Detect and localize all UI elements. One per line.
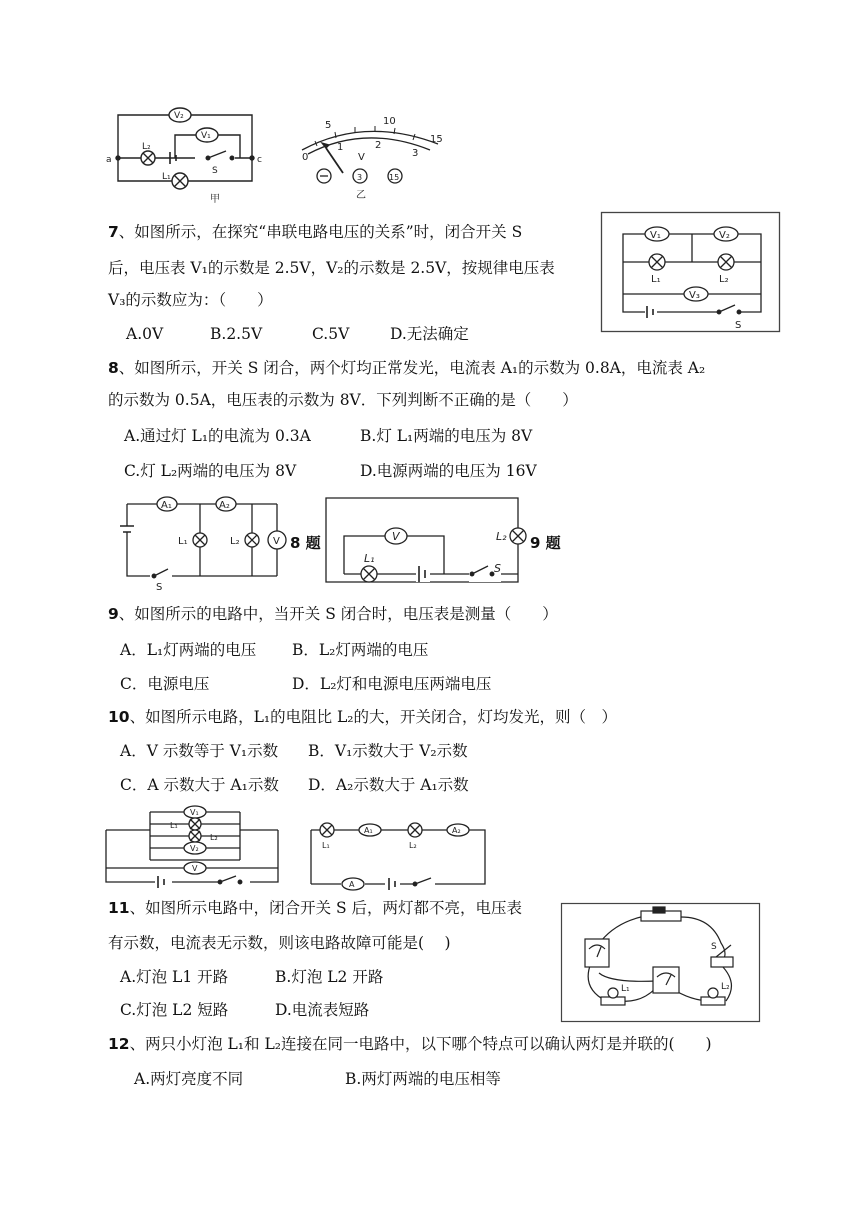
q9-figure-tag: 9 题 [530, 534, 561, 552]
scale-label: 15 [430, 134, 443, 145]
q10-option-c: C．A 示数大于 A₁示数 [120, 776, 279, 794]
meter-label: V₂ [190, 844, 199, 853]
lamp-label: L₂ [142, 142, 151, 152]
figure-caption: 乙 [356, 190, 366, 201]
q9-option-c: C．电源电压 [120, 675, 210, 693]
lamp-label: L₁ [170, 821, 178, 830]
meter-label: A₁ [364, 826, 373, 835]
q9-figure [324, 496, 524, 586]
q7-line2: 后，电压表 V₁的示数是 2.5V，V₂的示数是 2.5V，按规律电压表 [108, 259, 555, 277]
q11-option-d: D.电流表短路 [275, 1001, 370, 1019]
q8-figure [112, 492, 292, 593]
lamp-label: L₁ [364, 552, 375, 565]
q8-figure-tag: 8 题 [290, 534, 321, 552]
meter-label: V [273, 536, 280, 547]
q6-circuit-jia [100, 103, 270, 213]
meter-label: V₂ [719, 230, 730, 241]
q7-option-d: D.无法确定 [390, 325, 469, 343]
switch-label: S [494, 562, 501, 575]
q11-figure [561, 903, 761, 1023]
meter-label: A₂ [219, 500, 230, 511]
lamp-label: L₁ [322, 841, 330, 850]
q7-option-c: C.5V [312, 325, 350, 343]
switch-label: S [735, 320, 742, 331]
lamp-label: L₁ [651, 274, 661, 285]
q10-option-a: A．V 示数等于 V₁示数 [120, 742, 279, 760]
q7-line3: V₃的示数应为：（ ） [108, 291, 273, 309]
meter-label: A₂ [452, 826, 461, 835]
q6-voltmeter-yi [280, 110, 460, 200]
terminal-label: 3 [357, 173, 363, 182]
terminal-label: 15 [389, 173, 400, 182]
q12-option-b: B.两灯两端的电压相等 [345, 1070, 501, 1088]
q10-line1: 10、如图所示电路，L₁的电阻比 L₂的大，开关闭合，灯均发光，则（ ） [108, 708, 618, 726]
q11-option-c: C.灯泡 L2 短路 [120, 1001, 229, 1019]
meter-label: V [392, 530, 400, 543]
q7-option-b: B.2.5V [210, 325, 263, 343]
switch-label: S [711, 942, 717, 952]
scale-label: 0 [302, 152, 309, 163]
figure-caption: 甲 [210, 194, 220, 205]
lamp-label: L₁ [621, 984, 630, 994]
lamp-label: L₂ [496, 530, 507, 543]
q9-option-b: B．L₂灯两端的电压 [292, 641, 429, 659]
meter-label: A [349, 880, 355, 889]
lamp-label: L₂ [409, 841, 417, 850]
meter-label: V [192, 864, 198, 873]
scale-label: 1 [337, 142, 344, 153]
q12-line1: 12、两只小灯泡 L₁和 L₂连接在同一电路中，以下哪个特点可以确认两灯是并联的( ) [108, 1035, 712, 1053]
q10-option-d: D．A₂示数大于 A₁示数 [308, 776, 469, 794]
meter-label: V₂ [174, 111, 184, 121]
q8-option-b: B.灯 L₁两端的电压为 8V [360, 427, 533, 445]
q9-option-d: D．L₂灯和电源电压两端电压 [292, 675, 492, 693]
q11-line2: 有示数，电流表无示数，则该电路故障可能是( ) [108, 934, 451, 952]
node-label: c [257, 155, 262, 165]
meter-label: V₃ [689, 290, 700, 301]
node-label: a [106, 155, 112, 165]
q11-line1: 11、如图所示电路中，闭合开关 S 后，两灯都不亮，电压表 [108, 899, 523, 917]
q11-option-b: B.灯泡 L2 开路 [275, 968, 384, 986]
switch-label: S [156, 582, 163, 593]
q7-line1: 7、如图所示，在探究“串联电路电压的关系”时，闭合开关 S [108, 223, 523, 241]
q11-option-a: A.灯泡 L1 开路 [120, 968, 229, 986]
q7-figure [601, 212, 781, 332]
q8-option-d: D.电源两端的电压为 16V [360, 462, 537, 480]
meter-label: V₁ [201, 131, 211, 141]
q8-option-a: A.通过灯 L₁的电流为 0.3A [124, 427, 311, 445]
lamp-label: L₂ [230, 536, 240, 547]
lamp-label: L₂ [721, 982, 730, 992]
q8-option-c: C.灯 L₂两端的电压为 8V [124, 462, 297, 480]
q12-option-a: A.两灯亮度不同 [134, 1070, 244, 1088]
scale-label: 2 [375, 140, 382, 151]
switch-label: S [212, 166, 218, 176]
q10-figure-right [305, 818, 490, 890]
q9-option-a: A．L₁灯两端的电压 [120, 641, 257, 659]
q10-figure-left [100, 800, 285, 890]
lamp-label: L₁ [162, 172, 171, 182]
meter-label: V₁ [650, 230, 661, 241]
meter-label: V₁ [190, 808, 199, 817]
scale-label: 10 [383, 116, 396, 127]
scale-label: 3 [412, 148, 419, 159]
unit-label: V [358, 152, 365, 163]
scale-label: 5 [325, 120, 332, 131]
q7-option-a: A.0V [126, 325, 164, 343]
lamp-label: L₂ [719, 274, 729, 285]
q10-option-b: B．V₁示数大于 V₂示数 [308, 742, 468, 760]
q8-line2: 的示数为 0.5A，电压表的示数为 8V．下列判断不正确的是（ ） [108, 391, 578, 409]
lamp-label: L₂ [210, 833, 218, 842]
meter-label: A₁ [161, 500, 172, 511]
lamp-label: L₁ [178, 536, 188, 547]
q8-line1: 8、如图所示，开关 S 闭合，两个灯均正常发光，电流表 A₁的示数为 0.8A，电流表 A₂ [108, 359, 706, 377]
q9-line1: 9、如图所示的电路中，当开关 S 闭合时，电压表是测量（ ） [108, 605, 558, 623]
